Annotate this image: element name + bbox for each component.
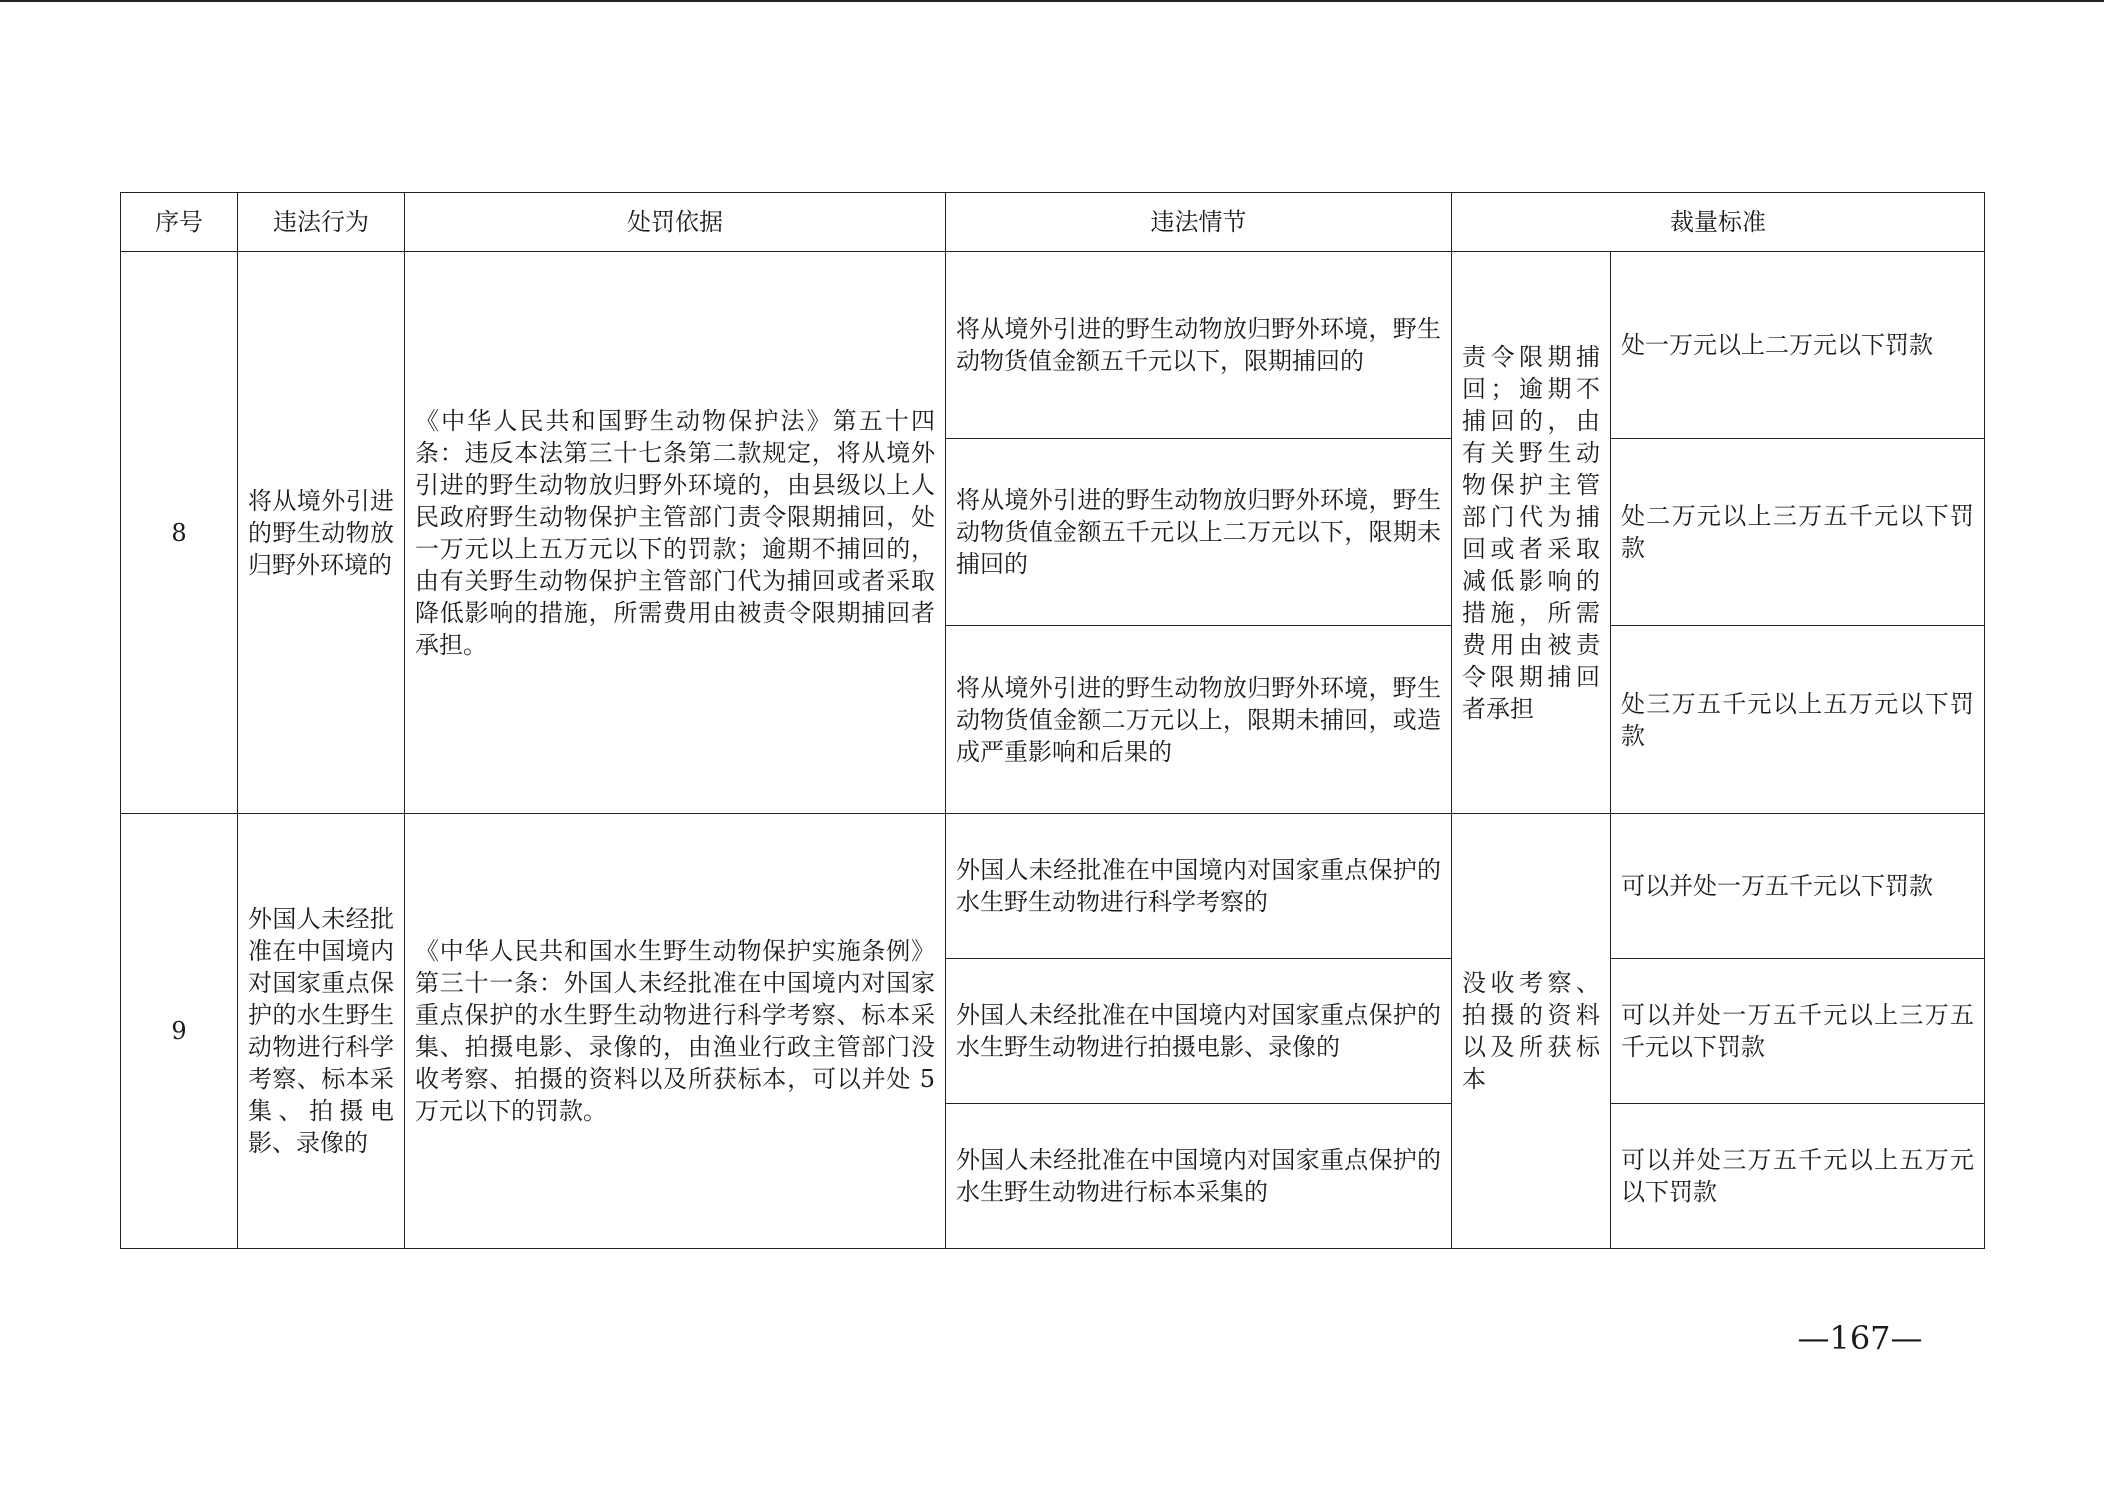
row-circumstance: 将从境外引进的野生动物放归野外环境，野生动物货值金额五千元以上二万元以下，限期未捕回的 (946, 439, 1452, 626)
table-row (121, 814, 1985, 959)
row-penalty: 处三万五千元以上五万元以下罚款 (1611, 626, 1985, 814)
row-circumstance: 外国人未经批准在中国境内对国家重点保护的水生野生动物进行拍摄电影、录像的 (946, 959, 1452, 1104)
row-penalty: 处二万元以上三万五千元以下罚款 (1611, 439, 1985, 626)
row-circumstance: 外国人未经批准在中国境内对国家重点保护的水生野生动物进行科学考察的 (946, 814, 1452, 959)
header-act: 违法行为 (238, 193, 405, 252)
page-number: —167— (1797, 1319, 1923, 1357)
row-act: 将从境外引进的野生动物放归野外环境的 (238, 252, 405, 814)
row-measure: 没收考察、拍摄的资料以及所获标本 (1452, 814, 1611, 1249)
row-circumstance: 将从境外引进的野生动物放归野外环境，野生动物货值金额二万元以上，限期未捕回，或造成严重影响和后果的 (946, 626, 1452, 814)
row-penalty: 可以并处三万五千元以上五万元以下罚款 (1611, 1104, 1985, 1249)
penalty-discretion-table (120, 192, 1985, 1249)
row-penalty: 处一万元以上二万元以下罚款 (1611, 252, 1985, 439)
page-top-rule (0, 0, 2104, 2)
header-row (121, 193, 1985, 252)
row-penalty: 可以并处一万五千元以上三万五千元以下罚款 (1611, 959, 1985, 1104)
row-circumstance: 外国人未经批准在中国境内对国家重点保护的水生野生动物进行标本采集的 (946, 1104, 1452, 1249)
row-penalty: 可以并处一万五千元以下罚款 (1611, 814, 1985, 959)
row-act: 外国人未经批准在中国境内对国家重点保护的水生野生动物进行科学考察、标本采集、拍摄电影、录像的 (238, 814, 405, 1249)
row-seq: 9 (121, 814, 238, 1249)
header-circumstance: 违法情节 (946, 193, 1452, 252)
row-circumstance: 将从境外引进的野生动物放归野外环境，野生动物货值金额五千元以下，限期捕回的 (946, 252, 1452, 439)
row-seq: 8 (121, 252, 238, 814)
row-basis: 《中华人民共和国野生动物保护法》第五十四条：违反本法第三十七条第二款规定，将从境外引进的野生动物放归野外环境的，由县级以上人民政府野生动物保护主管部门责令限期捕回，处一万元以上五万元以下的罚款；逾期不捕回的，由有关野生动物保护主管部门代为捕回或者采取降低影响的措施，所需费用由被责令限期捕回者承担。 (405, 252, 946, 814)
header-seq: 序号 (121, 193, 238, 252)
header-standard: 裁量标准 (1452, 193, 1985, 252)
header-basis: 处罚依据 (405, 193, 946, 252)
row-basis: 《中华人民共和国水生野生动物保护实施条例》第三十一条：外国人未经批准在中国境内对国家重点保护的水生野生动物进行科学考察、标本采集、拍摄电影、录像的，由渔业行政主管部门没收考察、拍摄的资料以及所获标本，可以并处 5 万元以下的罚款。 (405, 814, 946, 1249)
table-row (121, 252, 1985, 439)
row-measure: 责令限期捕回；逾期不捕回的，由有关野生动物保护主管部门代为捕回或者采取减低影响的措施，所需费用由被责令限期捕回者承担 (1452, 252, 1611, 814)
